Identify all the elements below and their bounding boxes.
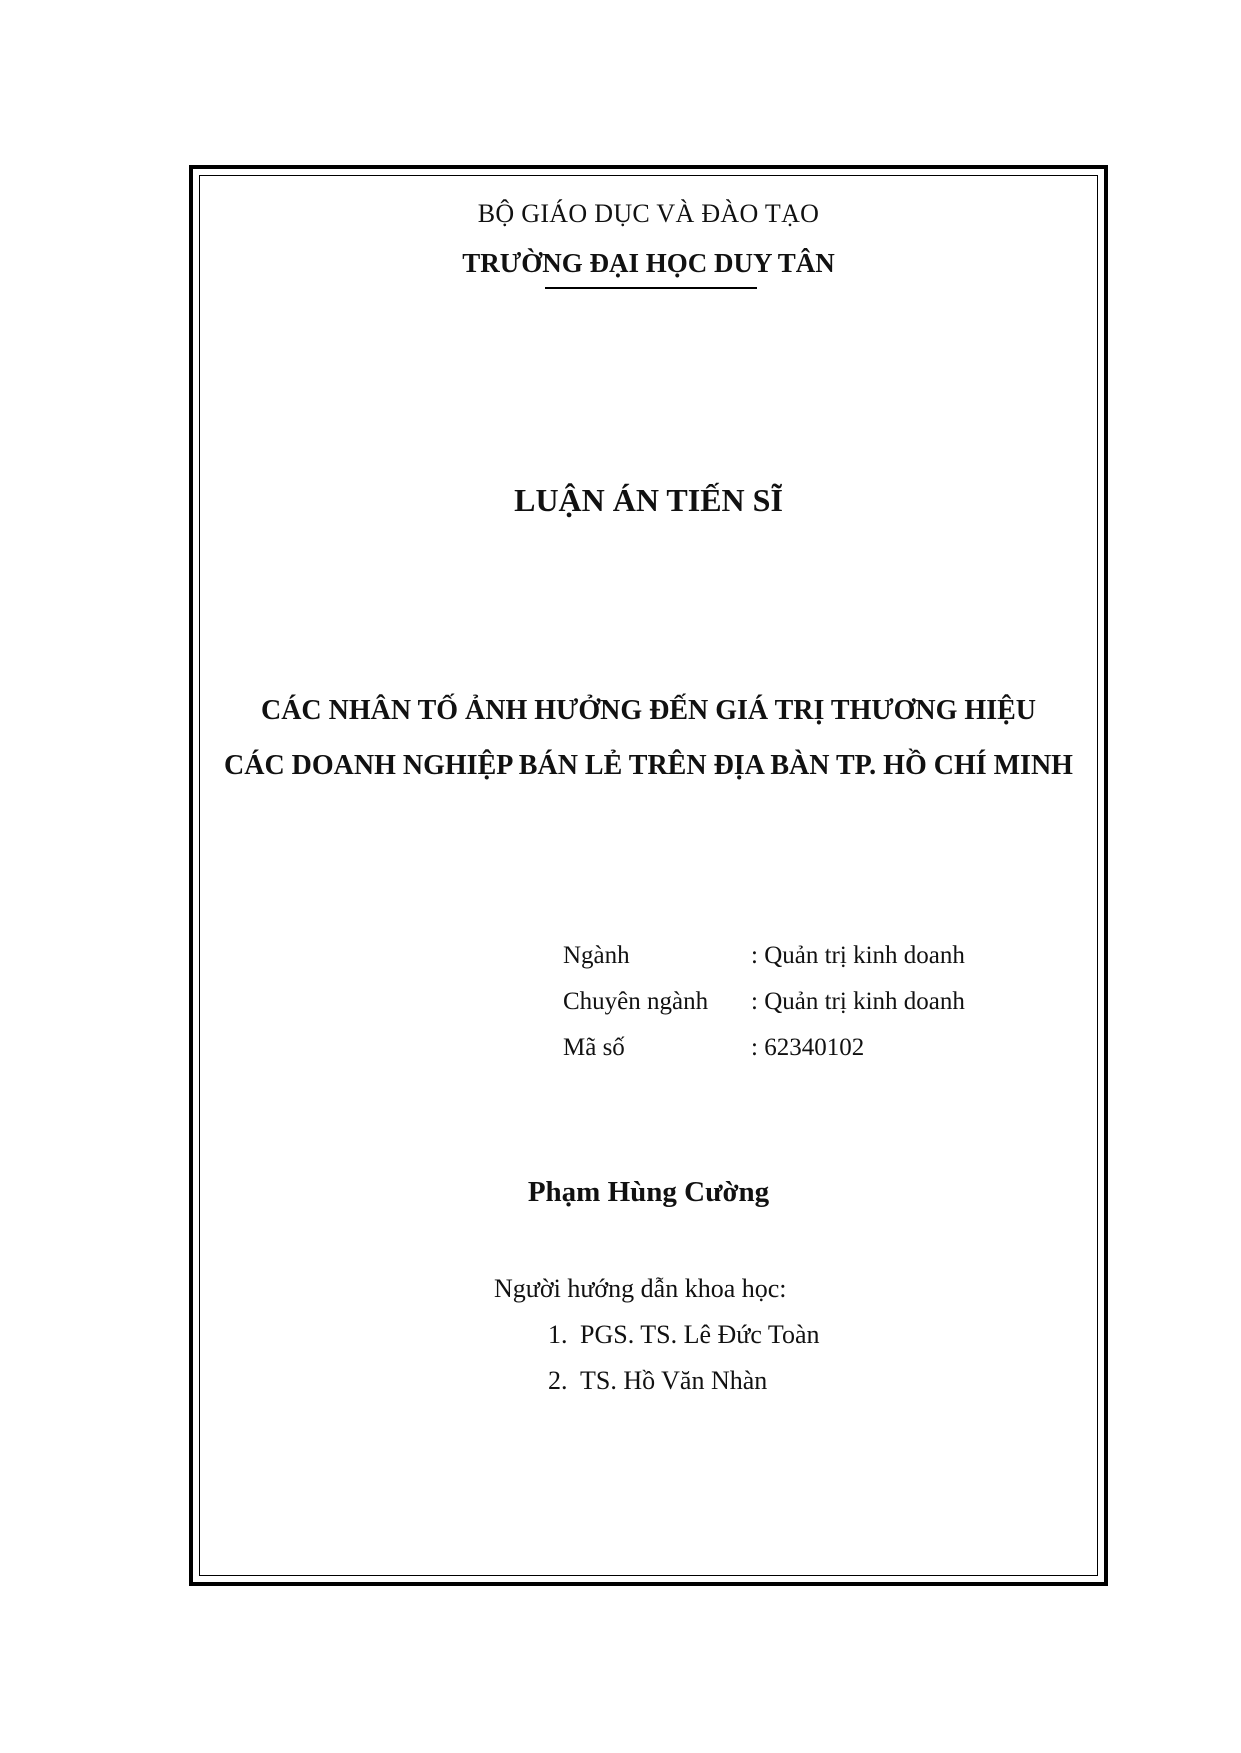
advisor-number: 2.	[548, 1366, 568, 1395]
info-value-major: : Quản trị kinh doanh	[751, 942, 965, 969]
info-value-code: : 62340102	[751, 1034, 865, 1061]
info-value-specialization: : Quản trị kinh doanh	[751, 988, 965, 1015]
info-label-specialization: Chuyên ngành	[563, 988, 709, 1015]
author-name: Phạm Hùng Cường	[527, 1176, 770, 1208]
advisor-name: TS. Hồ Văn Nhàn	[580, 1366, 768, 1395]
advisors-label: Người hướng dẫn khoa học:	[494, 1274, 787, 1303]
ministry-name: BỘ GIÁO DỤC VÀ ĐÀO TẠO	[477, 199, 820, 228]
thesis-title-line-2: CÁC DOANH NGHIỆP BÁN LẺ TRÊN ĐỊA BÀN TP. HỒ CHÍ MINH	[224, 750, 1073, 781]
university-name: TRƯỜNG ĐẠI HỌC DUY TÂN	[462, 248, 835, 278]
info-label-code: Mã số	[563, 1034, 625, 1061]
advisor-number: 1.	[548, 1320, 568, 1349]
degree-title: LUẬN ÁN TIẾN SĨ	[514, 482, 783, 518]
info-label-major: Ngành	[563, 942, 630, 969]
thesis-title-line-1: CÁC NHÂN TỐ ẢNH HƯỞNG ĐẾN GIÁ TRỊ THƯƠNG HIỆU	[260, 695, 1036, 726]
university-underline	[545, 287, 757, 289]
advisor-name: PGS. TS. Lê Đức Toàn	[580, 1320, 820, 1349]
